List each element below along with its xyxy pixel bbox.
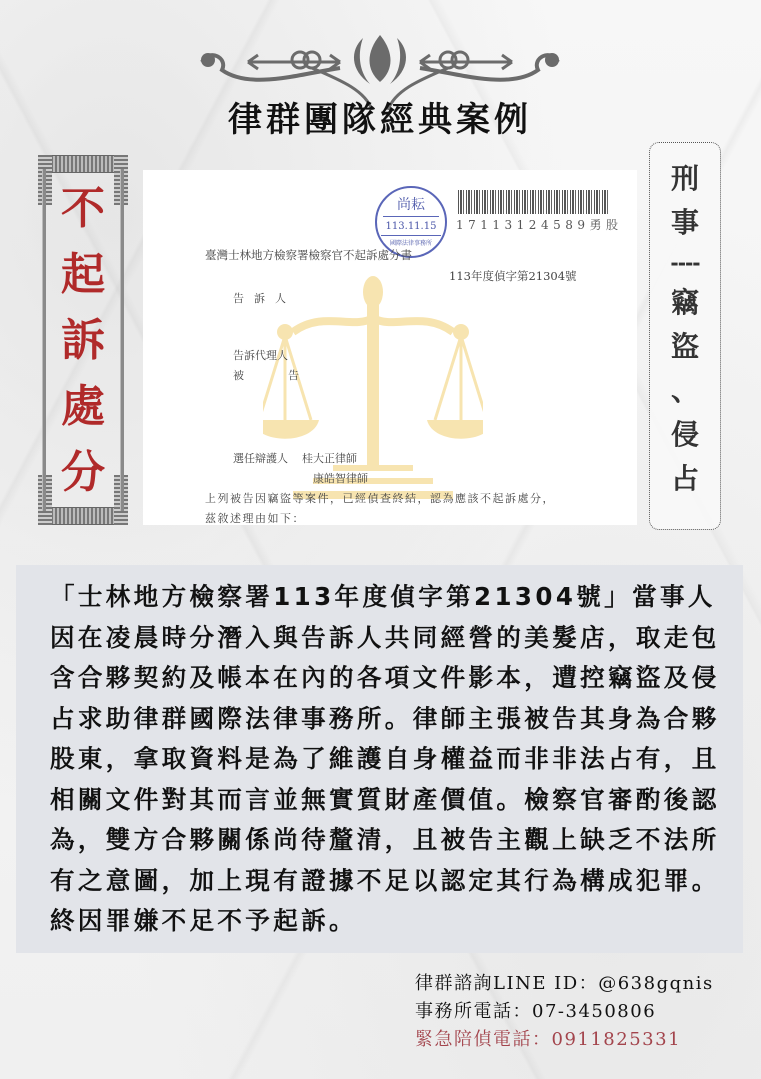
banner-char: 分 [61,447,105,498]
tag-char: 、 [670,374,699,407]
case-category-tag [649,142,721,530]
non-prosecution-banner [38,155,128,525]
case-number: 113年度偵字第21304號 [449,269,577,283]
tag-char: 盜 [670,330,699,363]
page-title: 律群團隊經典案例 [228,100,532,140]
tag-char: 竊 [670,286,699,319]
contact-info [415,970,714,1054]
tag-char: 刑 [670,162,699,195]
tag-char: 事 [670,206,699,239]
defendant-label: 被 告 [233,369,299,382]
document-image [143,170,637,525]
case-summary-box [16,565,743,953]
emergency-phone[interactable]: 緊急陪偵電話：0911825331 [415,1029,682,1050]
office-phone[interactable]: 事務所電話：07-3450806 [415,1001,657,1022]
document-reason-line: 茲敘述理由如下： [205,512,305,525]
barcode-icon [458,190,608,214]
received-stamp: 尚耘 113.11.15 國際法律事務所 [375,186,447,258]
document-summary-line: 上列被告因竊盜等案件，已經偵查終結，認為應該不起訴處分， [205,492,555,505]
counsel-2: 康皓智律師 [313,472,368,485]
tag-divider: ---- [670,251,700,275]
banner-char: 不 [61,183,105,234]
scales-of-justice-icon [263,270,483,525]
case-summary-text: 「士林地方檢察署113年度偵字第21304號」當事人因在凌晨時分潛入與告訴人共同經營的美髮店，取走包含合夥契約及帳本在內的各項文件影本，遭控竊盜及侵占求助律群國際法律事務所。律師主張被告其身為合夥股東，拿取資料是為了維護自身權益而非非法占有，且相關文件對其而言並無實質財產價值。檢察官審酌後認為，雙方合夥關係尚待釐清，且被告主觀上缺乏不法所有之意圖，加上現有證據不足以認定其行為構成犯罪。終因罪嫌不足不予起訴。 [50,582,720,935]
complainant-label: 告訴人 [233,292,296,305]
tag-char: 占 [670,462,699,495]
line-id[interactable]: 律群諮詢LINE ID：@638gqnis [415,973,714,994]
banner-char: 訴 [61,315,105,366]
banner-char: 起 [61,249,105,300]
agent-label: 告訴代理人 [233,349,288,362]
tag-char: 侵 [670,418,699,451]
barcode-number: 17113124589勇股 [456,218,623,232]
document-title: 臺灣士林地方檢察署檢察官不起訴處分書 [205,248,412,262]
counsel-line: 選任辯護人 桂大正律師 [233,452,357,465]
banner-char: 處 [61,381,105,432]
